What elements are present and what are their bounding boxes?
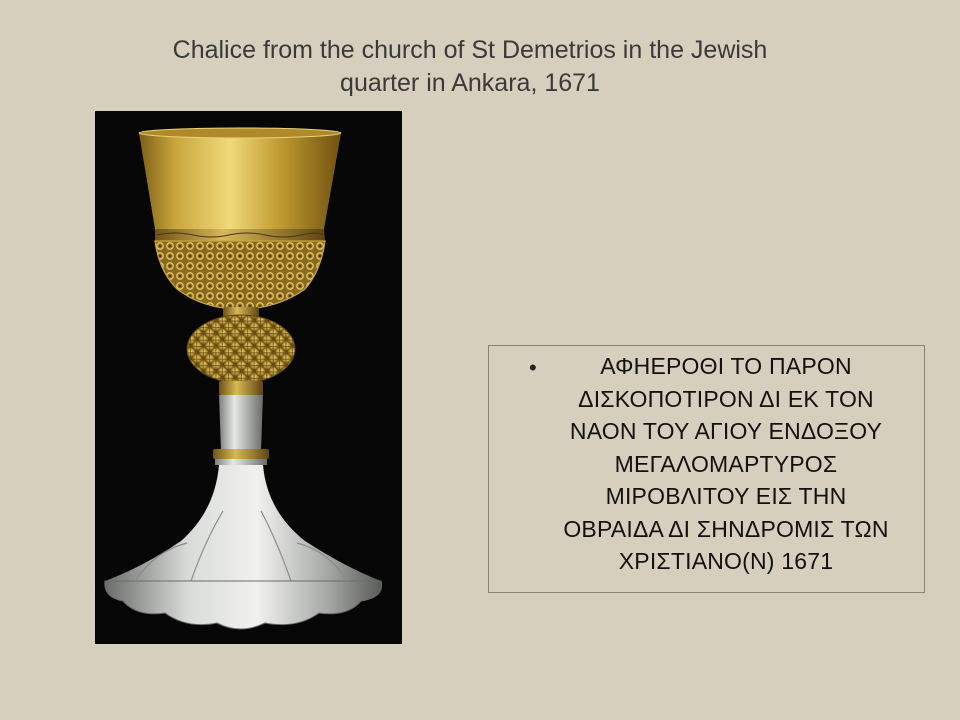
inscription-line-4: ΜΕΓΑΛΟΜΑΡΤΥΡΟΣ <box>614 450 838 477</box>
slide-title <box>100 34 840 100</box>
bullet-icon: • <box>529 355 537 380</box>
chalice-illustration <box>95 111 402 644</box>
chalice-photo <box>95 111 402 644</box>
lobed-base <box>105 581 382 629</box>
slide-title-line-1: Chalice from the church of St Demetrios in the Jewish <box>172 36 768 64</box>
inscription-line-3: ΝΑΟΝ ΤΟΥ ΑΓΙΟΥ ΕΝΔΟΞΟΥ <box>569 418 883 444</box>
stem <box>219 395 263 451</box>
inscription-bullet-item <box>513 350 919 578</box>
inscription-line-7: ΧΡΙΣΤΙΑΝΟ(Ν) 1671 <box>618 548 834 574</box>
inscription-line-2: ΔΙΣΚΟΠΟΤΙΡΟΝ ΔΙ ΕΚ ΤΟΝ <box>578 385 874 412</box>
inscription-line-5: ΜΙΡΟΒΛΙΤΟΥ ΕΙΣ ΤΗΝ <box>605 483 847 509</box>
inscription-box <box>488 345 925 593</box>
filigree-cage <box>155 241 325 309</box>
foot <box>105 465 381 581</box>
inscription-line-1: ΑΦΗΕΡΟΘΙ ΤΟ ΠΑΡΟΝ <box>600 353 852 379</box>
inscription-text <box>533 350 919 578</box>
inscription-line-6: ΟΒΡΑΙΔΑ ΔΙ ΣΗΝΔΡΟΜΙΣ ΤΩΝ <box>563 515 889 542</box>
slide-title-line-2: quarter in Ankara, 1671 <box>340 69 600 97</box>
cup-bowl <box>139 133 341 229</box>
